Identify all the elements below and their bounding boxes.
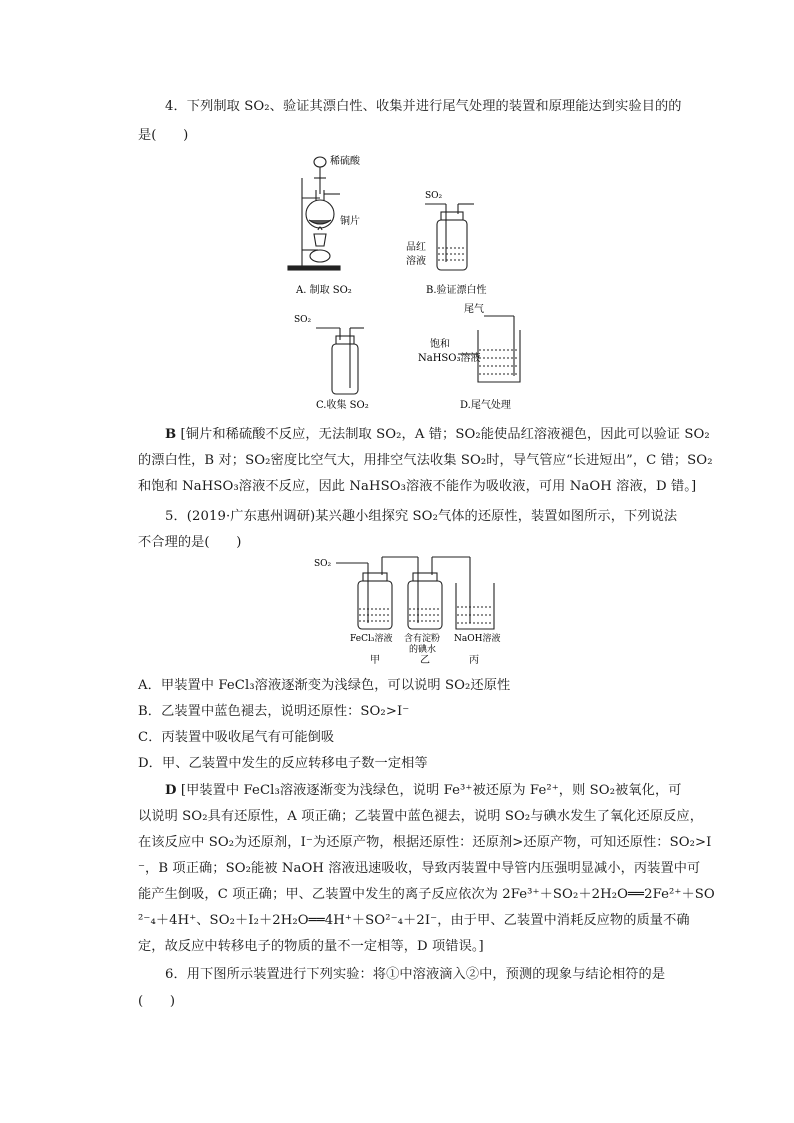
q4d-gas-label: 尾气	[464, 304, 484, 315]
q4-answer-text-1: [铜片和稀硫酸不反应，无法制取 SO₂，A 错；SO₂能使品红溶液褪色，因此可以验证 SO₂	[180, 427, 710, 442]
q4b-liquid-label-2: 溶液	[406, 256, 426, 267]
q6-stem-line1: 6．用下图所示装置进行下列实验：将①中溶液滴入②中，预测的现象与结论相符的是	[165, 967, 666, 982]
q5-apparatus-drawing	[308, 553, 508, 665]
q5-jar1-label: FeCl₃溶液	[350, 634, 393, 644]
q5-option-c: C．丙装置中吸收尾气有可能倒吸	[138, 730, 335, 745]
q4a-copper-label: 铜片	[340, 216, 360, 227]
q5-name-bing: 丙	[469, 655, 479, 665]
q5-answer-key: D	[165, 783, 177, 798]
q4-answer-line1	[165, 423, 710, 442]
q4b-gas-label: SO₂	[425, 191, 443, 201]
q4-apparatus-figure	[280, 150, 540, 415]
q4d-liquid-label-2: NaHSO₃溶液	[418, 353, 481, 364]
q5-answer-line5: 能产生倒吸，C 项正确；甲、乙装置中发生的离子反应依次为 2Fe³⁺＋SO₂＋2H₂O══2Fe²⁺＋SO	[138, 887, 715, 902]
q4-answer-key: B	[165, 427, 177, 442]
q5-answer-line2: 以说明 SO₂具有还原性，A 项正确；乙装置中蓝色褪去，说明 SO₂与碘水发生了氧化还原反应，	[138, 809, 703, 824]
q5-answer-line1	[165, 779, 682, 798]
q4-answer-line3: 和饱和 NaHSO₃溶液不反应，因此 NaHSO₃溶液不能作为吸收液，可用 NaOH 溶液，D 错。]	[138, 479, 697, 494]
q5-jar2-label-1: 含有淀粉	[404, 634, 441, 644]
q4a-caption: A. 制取 SO₂	[296, 285, 352, 296]
q4d-caption: D.尾气处理	[460, 400, 511, 411]
q5-answer-line3: 在该反应中 SO₂为还原剂，I⁻为还原产物，根据还原性：还原剂>还原产物，可知还原性：SO₂>I	[138, 835, 712, 850]
q5-stem-line2: 不合理的是( )	[138, 535, 242, 550]
q5-answer-line7: 定，故反应中转移电子的物质的量不一定相等，D 项错误。]	[138, 939, 484, 954]
q4c-caption: C.收集 SO₂	[316, 400, 369, 411]
q5-answer-line6: ²⁻₄＋4H⁺、SO₂＋I₂＋2H₂O══4H⁺＋SO²⁻₄＋2I⁻，由于甲、乙装置中消耗反应物的质量不确	[138, 913, 690, 928]
q6-stem-line2: ( )	[138, 994, 176, 1009]
q5-option-b: B．乙装置中蓝色褪去，说明还原性：SO₂>I⁻	[138, 704, 410, 719]
q5-name-yi: 乙	[420, 655, 430, 665]
q5-beaker-label: NaOH溶液	[454, 634, 501, 644]
q5-gas-label: SO₂	[314, 559, 332, 569]
q4-stem-line2: 是( )	[138, 128, 189, 143]
q4b-caption: B.验证漂白性	[426, 285, 487, 296]
q5-option-d: D．甲、乙装置中发生的反应转移电子数一定相等	[138, 756, 428, 771]
q4a-acid-label: 稀硫酸	[330, 156, 360, 167]
q5-option-a: A．甲装置中 FeCl₃溶液逐渐变为浅绿色，可以说明 SO₂还原性	[138, 678, 511, 693]
q5-apparatus-figure	[308, 553, 508, 665]
q4-stem-line1: 4．下列制取 SO₂、验证其漂白性、收集并进行尾气处理的装置和原理能达到实验目的的	[165, 99, 682, 114]
q4-apparatus-drawing	[280, 150, 540, 415]
q4c-gas-label: SO₂	[294, 315, 312, 325]
q4-answer-line2: 的漂白性，B 对；SO₂密度比空气大，用排空气法收集 SO₂时，导气管应“长进短出”，C 错；SO₂	[138, 453, 713, 468]
q5-jar2-label-2: 的碘水	[409, 645, 437, 655]
q5-answer-line4: ⁻，B 项正确；SO₂能被 NaOH 溶液迅速吸收，导致丙装置中导管内压强明显减小，丙装置中可	[138, 861, 701, 876]
q5-name-jia: 甲	[370, 655, 380, 665]
q5-stem-line1: 5．(2019·广东惠州调研)某兴趣小组探究 SO₂气体的还原性，装置如图所示，下列说法	[165, 509, 678, 524]
q4d-liquid-label-1: 饱和	[430, 339, 450, 350]
q5-answer-text-1: [甲装置中 FeCl₃溶液逐渐变为浅绿色，说明 Fe³⁺被还原为 Fe²⁺，则 SO₂被氧化，可	[180, 783, 682, 798]
q4b-liquid-label-1: 品红	[406, 242, 426, 253]
